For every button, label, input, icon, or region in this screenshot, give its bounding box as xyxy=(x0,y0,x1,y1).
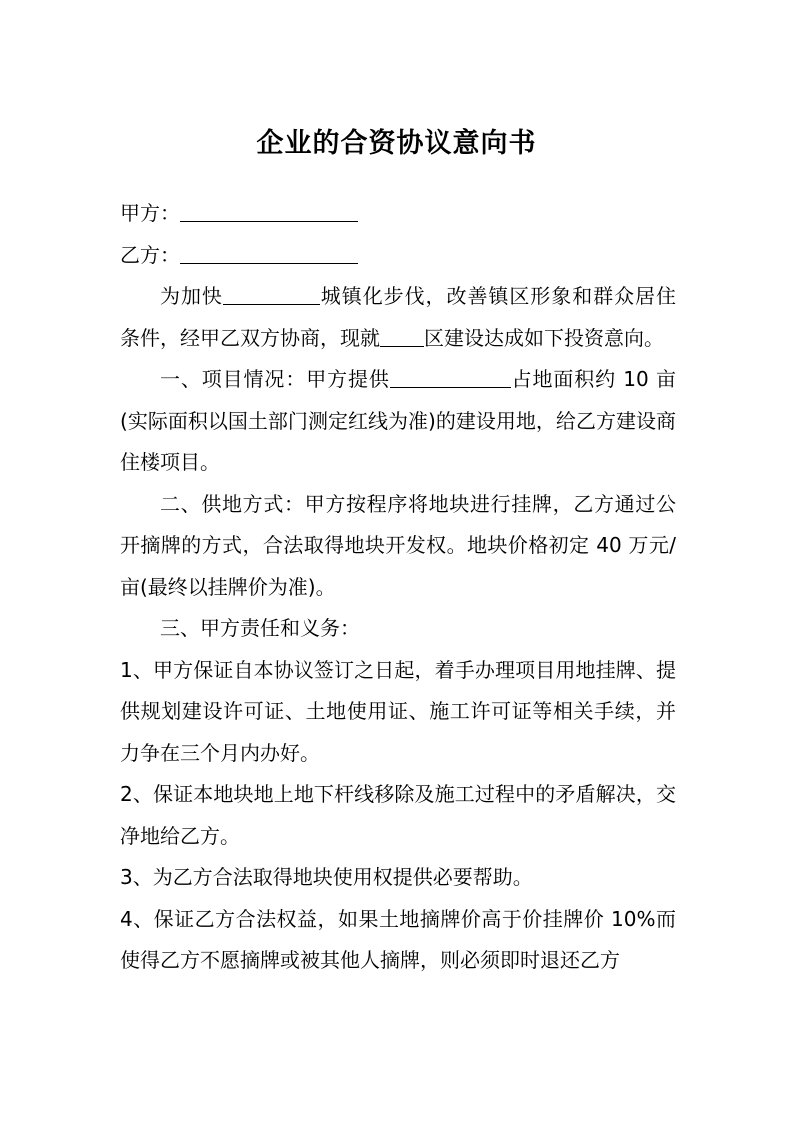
party-a-label: 甲方： xyxy=(120,201,180,225)
section-2-paragraph: 二、供地方式：甲方按程序将地块进行挂牌，乙方通过公开摘牌的方式，合法取得地块开发权。地块价格初定 40 万元/亩(最终以挂牌价为准)。 xyxy=(120,491,676,599)
party-a-line xyxy=(120,193,676,235)
party-b-blank xyxy=(180,241,358,264)
section-1-paragraph xyxy=(120,359,676,484)
document-body xyxy=(120,193,676,982)
section-3-item-2: 2、保证本地块地上地下杆线移除及施工过程中的矛盾解决，交净地给乙方。 xyxy=(120,782,676,848)
section-3-item-4: 4、保证乙方合法权益，如果土地摘牌价高于价挂牌价 10%而使得乙方不愿摘牌或被其他人摘牌，则必须即时退还乙方 xyxy=(120,906,676,972)
intro-paragraph xyxy=(120,276,676,359)
document-title: 企业的合资协议意向书 xyxy=(256,128,537,159)
intro-text-3: 区建设达成如下投资意向。 xyxy=(424,325,664,350)
section-3-item-1: 1、甲方保证自本协议签订之日起，着手办理项目用地挂牌、提供规划建设许可证、土地使用证、施工许可证等相关手续，并力争在三个月内办好。 xyxy=(120,657,676,765)
intro-text-2: 城镇化步伐，改善镇区形象和群众居住条件，经甲乙双方协商，现就 xyxy=(120,284,677,350)
intro-text-1: 为加快 xyxy=(160,284,223,308)
section-1-text-2: 占地面积约 10 亩(实际面积以国土部门测定红线为准)的建设用地，给乙方建设商住楼项目。 xyxy=(120,367,676,474)
section-3-item-3: 3、为乙方合法取得地块使用权提供必要帮助。 xyxy=(120,865,533,889)
section-1-text-1: 一、项目情况：甲方提供 xyxy=(160,367,390,391)
party-b-line xyxy=(120,235,676,277)
city-blank xyxy=(223,282,320,305)
party-b-label: 乙方： xyxy=(120,242,180,267)
party-a-blank xyxy=(180,199,358,222)
section-3-heading: 三、甲方责任和义务： xyxy=(160,616,360,640)
zone-blank xyxy=(380,324,424,347)
land-blank xyxy=(390,365,511,388)
